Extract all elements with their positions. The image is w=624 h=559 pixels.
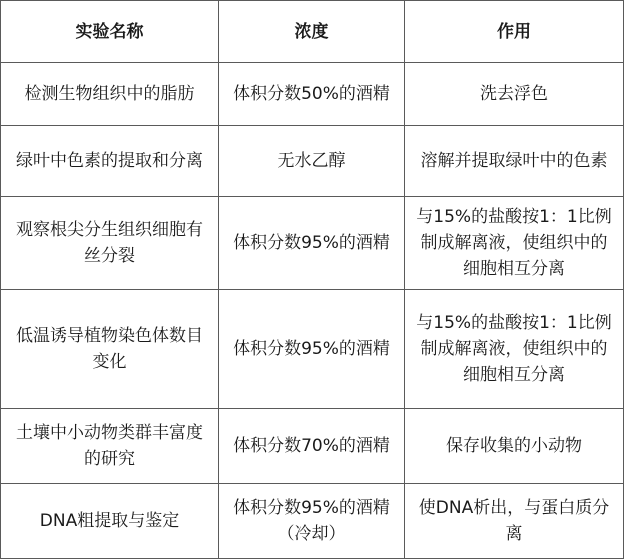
header-concentration: 浓度	[219, 1, 405, 63]
concentration-cell: 体积分数95%的酒精	[219, 197, 405, 290]
concentration-cell: 体积分数70%的酒精	[219, 409, 405, 484]
experiment-name-cell: 观察根尖分生组织细胞有丝分裂	[1, 197, 219, 290]
experiment-name-cell: 绿叶中色素的提取和分离	[1, 126, 219, 197]
table-row	[1, 197, 624, 290]
table-row	[1, 409, 624, 484]
effect-cell: 溶解并提取绿叶中的色素	[405, 126, 624, 197]
effect-cell: 与15%的盐酸按1：1比例制成解离液，使组织中的细胞相互分离	[405, 197, 624, 290]
table-row	[1, 63, 624, 126]
experiment-name-cell: 低温诱导植物染色体数目变化	[1, 290, 219, 409]
effect-cell: 与15%的盐酸按1：1比例制成解离液，使组织中的细胞相互分离	[405, 290, 624, 409]
table-row	[1, 484, 624, 559]
effect-cell: 保存收集的小动物	[405, 409, 624, 484]
concentration-cell: 体积分数95%的酒精（冷却）	[219, 484, 405, 559]
effect-cell: 洗去浮色	[405, 63, 624, 126]
effect-cell: 使DNA析出，与蛋白质分离	[405, 484, 624, 559]
experiment-name-cell: 土壤中小动物类群丰富度的研究	[1, 409, 219, 484]
table-row	[1, 126, 624, 197]
concentration-cell: 体积分数95%的酒精	[219, 290, 405, 409]
table-header-row	[1, 1, 624, 63]
concentration-cell: 无水乙醇	[219, 126, 405, 197]
experiment-name-cell: DNA粗提取与鉴定	[1, 484, 219, 559]
header-experiment-name: 实验名称	[1, 1, 219, 63]
header-effect: 作用	[405, 1, 624, 63]
concentration-cell: 体积分数50%的酒精	[219, 63, 405, 126]
experiment-name-cell: 检测生物组织中的脂肪	[1, 63, 219, 126]
table-row	[1, 290, 624, 409]
